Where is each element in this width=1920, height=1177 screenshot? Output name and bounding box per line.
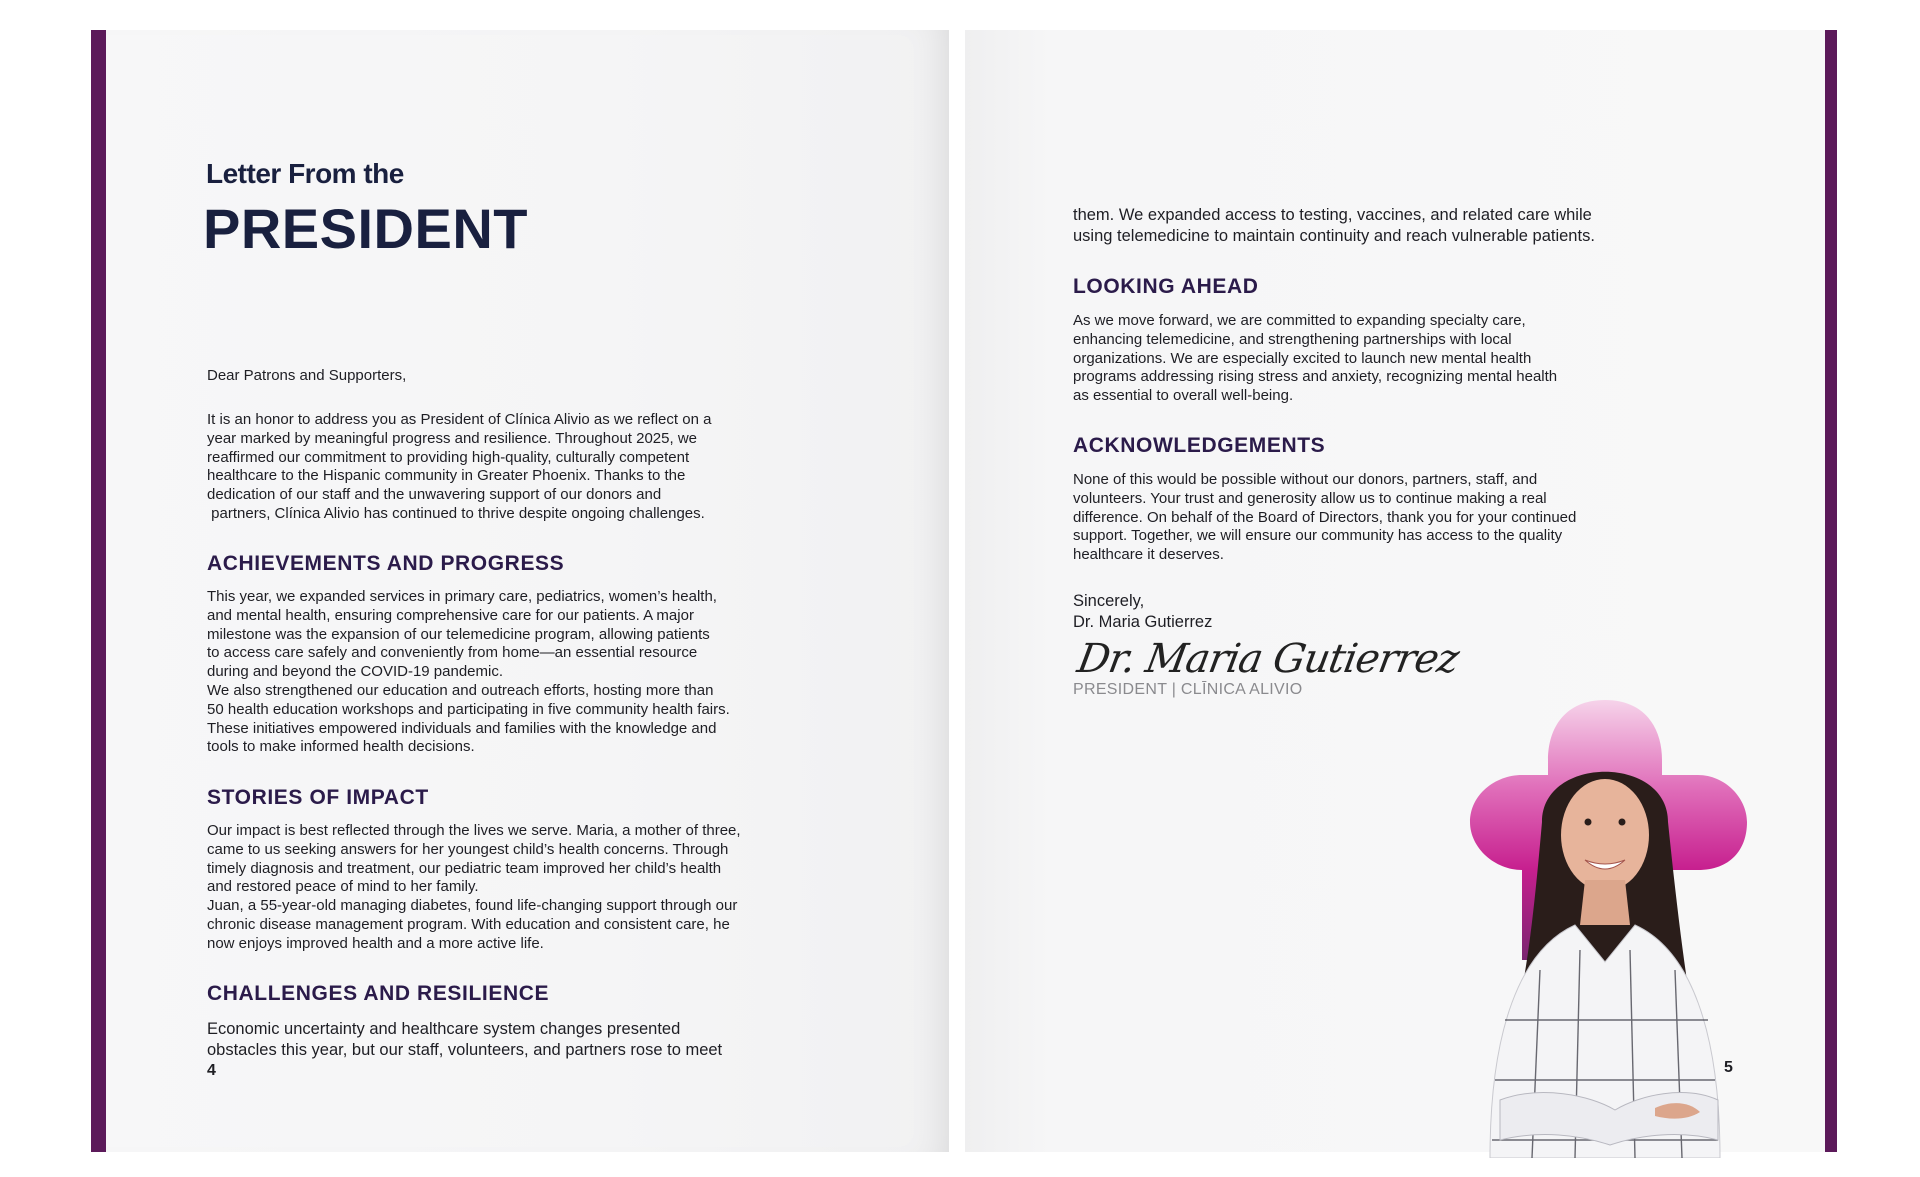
text-line: Juan, a 55-year-old managing diabetes, found life-changing support through our <box>207 897 738 915</box>
text-line: This year, we expanded services in primary care, pediatrics, women’s health, <box>207 588 717 605</box>
eye-right <box>1619 819 1626 826</box>
text-line: obstacles this year, but our staff, volunteers, and partners rose to meet <box>207 1041 723 1059</box>
challenges-heading: CHALLENGES AND RESILIENCE <box>207 982 550 1005</box>
achievements-heading: ACHIEVEMENTS AND PROGRESS <box>207 552 565 575</box>
text-line: support. Together, we will ensure our community has access to the quality <box>1073 527 1563 545</box>
president-title: PRESIDENT | CLĪNICA ALIVIO <box>1073 681 1303 698</box>
intro-paragraph <box>207 411 711 524</box>
text-line: None of this would be possible without our donors, partners, staff, and <box>1073 471 1538 488</box>
text-line: reaffirmed our commitment to providing high-quality, culturally competent <box>207 448 690 466</box>
text-line: using telemedicine to maintain continuity and reach vulnerable patients. <box>1073 227 1595 245</box>
text-line: chronic disease management program. With education and consistent care, he <box>207 915 730 933</box>
signer-name: Dr. Maria Gutierrez <box>1073 613 1213 631</box>
page-number-right: 5 <box>1724 1059 1733 1076</box>
text-line: and mental health, ensuring comprehensive care for our patients. A major <box>207 606 694 624</box>
text-line: as essential to overall well-being. <box>1073 387 1294 405</box>
text-line: tools to make informed health decisions. <box>207 738 475 756</box>
text-line: timely diagnosis and treatment, our pediatric team improved her child’s health <box>207 859 722 877</box>
text-line: now enjoys improved health and a more active life. <box>207 934 544 952</box>
text-line: healthcare it deserves. <box>1073 546 1224 564</box>
acknowledgements-heading: ACKNOWLEDGEMENTS <box>1073 434 1326 457</box>
text-line: We also strengthened our education and outreach efforts, hosting more than <box>207 681 714 699</box>
acknowledgements-paragraph <box>1073 471 1576 565</box>
left-accent-bar <box>91 30 106 1152</box>
text-line: difference. On behalf of the Board of Directors, thank you for your continued <box>1073 508 1577 526</box>
text-line: organizations. We are especially excited to launch new mental health <box>1073 349 1532 367</box>
letter-kicker: Letter From the <box>206 158 404 189</box>
signature: Dr. Maria Gutierrez <box>1073 636 1462 682</box>
page-number-left: 4 <box>207 1062 216 1079</box>
looking-ahead-heading: LOOKING AHEAD <box>1073 275 1259 298</box>
text-line: to access care safely and conveniently from home—an essential resource <box>207 644 698 662</box>
text-line: milestone was the expansion of our telemedicine program, allowing patients <box>207 625 710 643</box>
stories-paragraph <box>207 822 741 954</box>
looking-ahead-paragraph <box>1073 312 1557 406</box>
text-line: 50 health education workshops and participating in five community health fairs. <box>207 700 730 718</box>
text-line: came to us seeking answers for her youngest child’s health concerns. Through <box>207 840 729 858</box>
greeting: Dear Patrons and Supporters, <box>207 367 407 384</box>
neck <box>1580 880 1630 925</box>
text-line: them. We expanded access to testing, vaccines, and related care while <box>1073 206 1592 224</box>
text-line: volunteers. Your trust and generosity allow us to continue making a real <box>1073 489 1547 507</box>
text-line: Economic uncertainty and healthcare system changes presented <box>207 1020 681 1038</box>
eye-left <box>1585 819 1592 826</box>
page-title: PRESIDENT <box>203 197 528 260</box>
continuation-paragraph <box>1073 205 1595 247</box>
text-line: year marked by meaningful progress and resilience. Throughout 2025, we <box>207 429 698 447</box>
text-line: programs addressing rising stress and anxiety, recognizing mental health <box>1073 368 1558 386</box>
right-accent-bar <box>1825 30 1837 1152</box>
text-line: Our impact is best reflected through the lives we serve. Maria, a mother of three, <box>207 822 741 839</box>
achievements-paragraph <box>207 588 730 757</box>
text-line: As we move forward, we are committed to expanding specialty care, <box>1073 312 1526 329</box>
challenges-paragraph <box>207 1019 722 1061</box>
face <box>1561 779 1649 891</box>
text-line: and restored peace of mind to her family. <box>207 878 479 896</box>
text-line: during and beyond the COVID-19 pandemic. <box>207 663 504 681</box>
president-portrait <box>1450 700 1760 1158</box>
text-line: enhancing telemedicine, and strengthening partnerships with local <box>1073 330 1512 348</box>
text-line: These initiatives empowered individuals and families with the knowledge and <box>207 719 717 737</box>
text-line: healthcare to the Hispanic community in Greater Phoenix. Thanks to the <box>207 467 686 485</box>
text-line: partners, Clínica Alivio has continued to thrive despite ongoing challenges. <box>207 504 705 522</box>
stories-heading: STORIES OF IMPACT <box>207 786 429 809</box>
closing: Sincerely, <box>1073 592 1145 610</box>
text-line: dedication of our staff and the unwavering support of our donors and <box>207 486 662 504</box>
text-line: It is an honor to address you as President of Clínica Alivio as we reflect on a <box>207 411 712 428</box>
